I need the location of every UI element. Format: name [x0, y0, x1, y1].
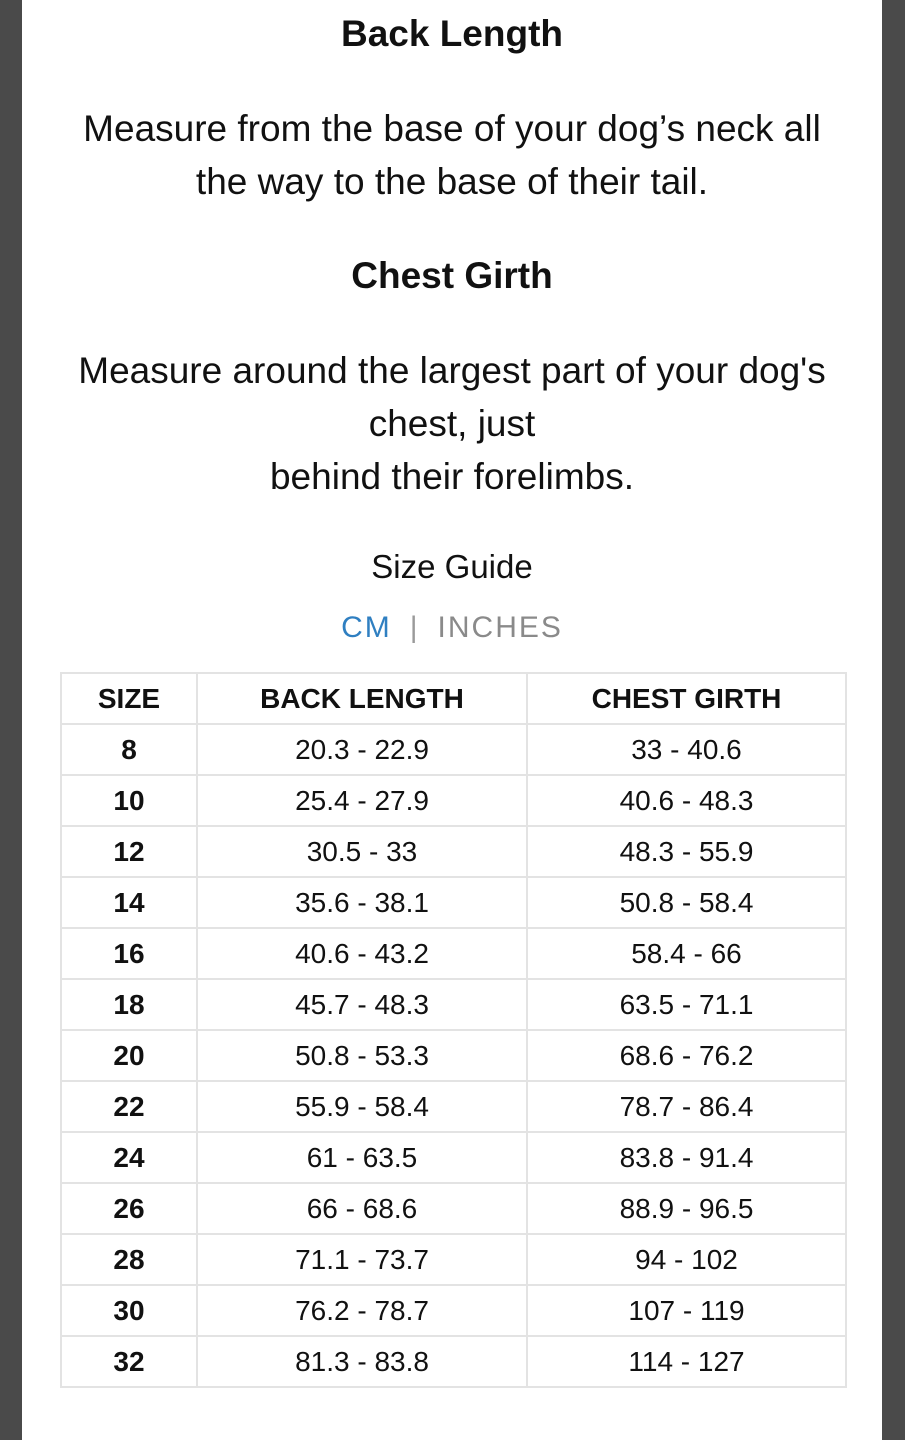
back-length-cell: 76.2 - 78.7	[197, 1285, 527, 1336]
chest-girth-description-line-1: Measure around the largest part of your dog's chest, just	[78, 350, 826, 444]
table-row	[61, 775, 846, 826]
back-length-cell: 50.8 - 53.3	[197, 1030, 527, 1081]
back-length-cell: 45.7 - 48.3	[197, 979, 527, 1030]
chest-girth-heading: Chest Girth	[351, 255, 553, 296]
chest-girth-cell: 33 - 40.6	[527, 724, 846, 775]
table-row	[61, 1285, 846, 1336]
header-chest-girth: CHEST GIRTH	[527, 673, 846, 724]
size-cell: 16	[61, 928, 197, 979]
chest-girth-description	[62, 344, 842, 503]
chest-girth-cell: 114 - 127	[527, 1336, 846, 1387]
table-row	[61, 1336, 846, 1387]
back-length-cell: 71.1 - 73.7	[197, 1234, 527, 1285]
table-row	[61, 928, 846, 979]
chest-girth-cell: 40.6 - 48.3	[527, 775, 846, 826]
header-back-length: BACK LENGTH	[197, 673, 527, 724]
size-cell: 8	[61, 724, 197, 775]
chest-girth-cell: 88.9 - 96.5	[527, 1183, 846, 1234]
back-length-cell: 81.3 - 83.8	[197, 1336, 527, 1387]
back-length-heading: Back Length	[340, 13, 564, 54]
size-cell: 12	[61, 826, 197, 877]
chest-girth-cell: 107 - 119	[527, 1285, 846, 1336]
table-row	[61, 979, 846, 1030]
unit-cm-tab[interactable]: CM	[341, 611, 392, 644]
chest-girth-cell: 48.3 - 55.9	[527, 826, 846, 877]
table-row	[61, 1030, 846, 1081]
size-cell: 20	[61, 1030, 197, 1081]
chest-girth-cell: 78.7 - 86.4	[527, 1081, 846, 1132]
size-cell: 10	[61, 775, 197, 826]
size-guide-title: Size Guide	[371, 548, 533, 585]
size-cell: 30	[61, 1285, 197, 1336]
back-length-cell: 20.3 - 22.9	[197, 724, 527, 775]
chest-girth-cell: 58.4 - 66	[527, 928, 846, 979]
size-cell: 26	[61, 1183, 197, 1234]
table-row	[61, 1132, 846, 1183]
back-length-cell: 35.6 - 38.1	[197, 877, 527, 928]
table-row	[61, 877, 846, 928]
size-cell: 22	[61, 1081, 197, 1132]
table-row	[61, 1183, 846, 1234]
unit-inches-tab[interactable]: INCHES	[437, 611, 563, 644]
unit-toggle	[22, 608, 882, 648]
back-length-cell: 55.9 - 58.4	[197, 1081, 527, 1132]
back-length-cell: 40.6 - 43.2	[197, 928, 527, 979]
chest-girth-description-line-2: behind their forelimbs.	[269, 456, 635, 497]
chest-girth-cell: 50.8 - 58.4	[527, 877, 846, 928]
size-table	[60, 672, 847, 1388]
chest-girth-cell: 94 - 102	[527, 1234, 846, 1285]
back-length-cell: 61 - 63.5	[197, 1132, 527, 1183]
size-table-body	[61, 724, 846, 1387]
chest-girth-cell: 63.5 - 71.1	[527, 979, 846, 1030]
header-size: SIZE	[61, 673, 197, 724]
back-length-cell: 30.5 - 33	[197, 826, 527, 877]
chest-girth-cell: 68.6 - 76.2	[527, 1030, 846, 1081]
size-cell: 14	[61, 877, 197, 928]
chest-girth-cell: 83.8 - 91.4	[527, 1132, 846, 1183]
unit-separator: |	[409, 611, 420, 644]
back-length-description: Measure from the base of your dog’s neck all the way to the base of their tail.	[83, 108, 821, 202]
size-cell: 18	[61, 979, 197, 1030]
back-length-cell: 66 - 68.6	[197, 1183, 527, 1234]
size-cell: 32	[61, 1336, 197, 1387]
table-row	[61, 826, 846, 877]
table-row	[61, 1081, 846, 1132]
size-cell: 24	[61, 1132, 197, 1183]
table-row	[61, 724, 846, 775]
table-row	[61, 1234, 846, 1285]
content-panel	[22, 0, 882, 1440]
table-header-row	[61, 673, 846, 724]
back-length-cell: 25.4 - 27.9	[197, 775, 527, 826]
size-cell: 28	[61, 1234, 197, 1285]
